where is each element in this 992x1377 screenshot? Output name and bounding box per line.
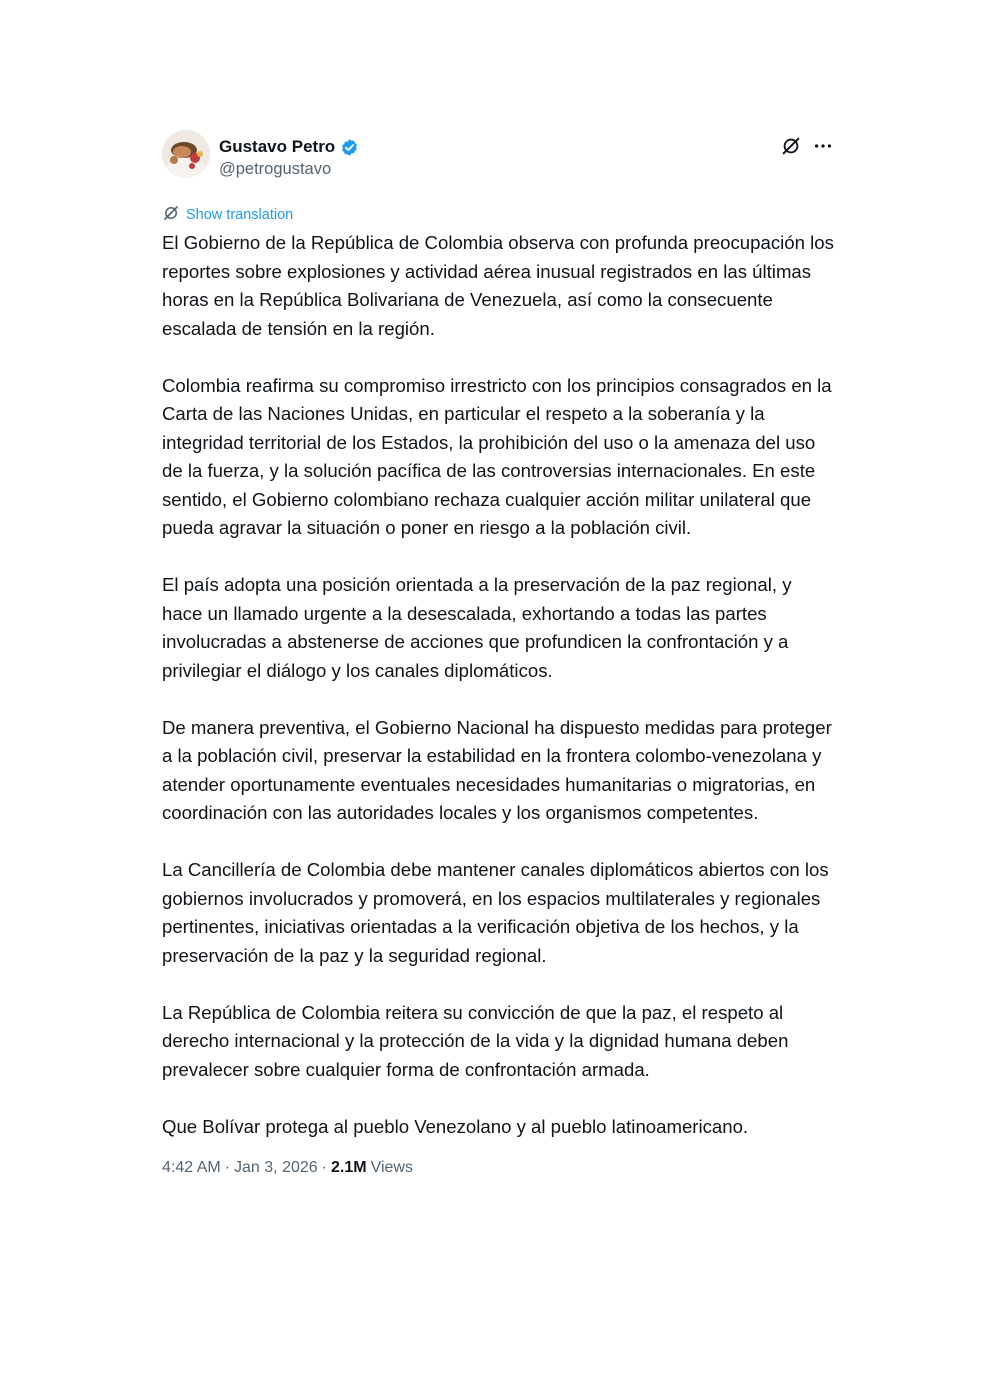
name-row <box>219 135 359 159</box>
tweet-text <box>162 229 834 1141</box>
more-options-icon[interactable] <box>812 135 834 157</box>
tweet-paragraph: La República de Colombia reitera su convicción de que la paz, el respeto al derecho internacional y la protección de la vida y la dignidad humana deben prevalecer sobre cualquier forma de confrontación armada. <box>162 1001 789 1080</box>
verified-badge-icon[interactable] <box>340 138 359 157</box>
author-handle[interactable]: @petrogustavo <box>219 160 332 178</box>
tweet-time[interactable]: 4:42 AM <box>162 1159 221 1176</box>
avatar[interactable] <box>162 130 210 178</box>
views-count[interactable]: 2.1M <box>330 1159 367 1176</box>
show-translation-link[interactable] <box>162 205 834 225</box>
tweet-paragraph: La Cancillería de Colombia debe mantener canales diplomáticos abiertos con los gobiernos involucrados y promoverá, en los espacios multilaterales y regionales pertinentes, iniciativas orientadas a la verificación objetiva de los hechos, y la preservación de la paz y la seguridad regional. <box>162 859 829 966</box>
show-translation-label[interactable]: Show translation <box>186 207 294 223</box>
tweet-header <box>162 130 834 186</box>
meta-separator: · <box>321 1159 327 1176</box>
tweet-paragraph: El país adopta una posición orientada a la preservación de la paz regional, y hace un llamado urgente a la desescalada, exhortando a todas las partes involucradas a abstenerse de acciones que profundicen la confrontación y a privilegiar el diálogo y los canales diplomáticos. <box>162 574 792 681</box>
meta-separator: · <box>224 1159 231 1176</box>
tweet-paragraph: Colombia reafirma su compromiso irrestricto con los principios consagrados en la Carta de las Naciones Unidas, en particular el respeto a la soberanía y la integridad territorial de los Estados, la prohibición del uso o la amenaza del uso de la fuerza, y la solución pacífica de las controversias internacionales. En este sentido, el Gobierno colombiano rechaza cualquier acción militar unilateral que pueda agravar la situación o poner en riesgo a la población civil. <box>162 374 832 538</box>
views-label: Views <box>370 1159 413 1176</box>
tweet-paragraph: De manera preventiva, el Gobierno Nacional ha dispuesto medidas para proteger a la población civil, preservar la estabilidad en la frontera colombo-venezolana y atender oportunamente eventuales necesidades humanitarias o migratorias, en coordinación con las autoridades locales y los organismos competentes. <box>162 716 832 823</box>
tweet-meta <box>162 1159 834 1177</box>
tweet-actions <box>780 135 834 157</box>
tweet-paragraph: El Gobierno de la República de Colombia observa con profunda preocupación los reportes sobre explosiones y actividad aérea inusual registrados en las últimas horas en la República Bolivariana de Venezuela, así como la consecuente escalada de tensión en la región. <box>162 232 834 339</box>
tweet-paragraph: Que Bolívar protega al pueblo Venezolano y al pueblo latinoamericano. <box>162 1115 749 1137</box>
translate-icon <box>162 204 180 227</box>
tweet <box>162 130 834 1177</box>
grok-icon[interactable] <box>780 135 802 157</box>
author-name[interactable]: Gustavo Petro <box>219 137 336 156</box>
user-info <box>219 135 359 179</box>
tweet-date[interactable]: Jan 3, 2026 <box>234 1159 318 1176</box>
